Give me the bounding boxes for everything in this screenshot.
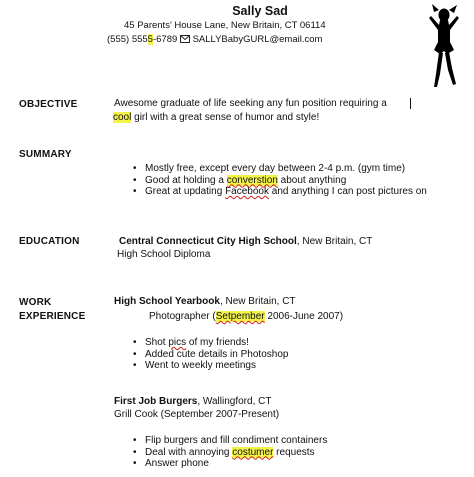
- highlight-word: converstion: [226, 174, 278, 186]
- job2-title: Grill Cook (September 2007-Present): [114, 409, 280, 420]
- list-item: • Deal with annoying costumer requests: [133, 447, 327, 459]
- list-item: • Answer phone: [133, 458, 327, 470]
- job1-list: [133, 337, 288, 372]
- address: 45 Parents' House Lane, New Britain, CT 06114: [124, 20, 326, 31]
- highlight-word: Setpember: [215, 311, 265, 322]
- school-location: , New Britain, CT: [296, 236, 373, 247]
- text-cursor: [410, 98, 411, 109]
- objective-heading: OBJECTIVE: [19, 99, 78, 110]
- envelope-icon: [180, 35, 190, 46]
- work-heading-line-1: WORK: [19, 297, 52, 308]
- school-line: [119, 236, 372, 247]
- education-heading: EDUCATION: [19, 236, 80, 247]
- list-item: • Flip burgers and fill condiment containers: [133, 435, 327, 447]
- objective-line-2: [113, 112, 319, 123]
- job1-employer: High School Yearbook: [114, 296, 220, 307]
- diploma: High School Diploma: [117, 249, 211, 260]
- highlight-word: cool: [113, 112, 132, 123]
- phone-part: (555) 555: [107, 34, 148, 45]
- list-item: • Mostly free, except every day between 2-4 p.m. (gym time): [133, 163, 427, 175]
- list-item: • Added cute details in Photoshop: [133, 349, 288, 361]
- objective-text: girl with a great sense of humor and style!: [131, 112, 320, 123]
- list-item: • Went to weekly meetings: [133, 360, 288, 372]
- phone-highlight: 5: [147, 34, 153, 45]
- job2-employer: First Job Burgers: [114, 396, 198, 407]
- list-item: • Shot pics of my friends!: [133, 337, 288, 349]
- resume-name: Sally Sad: [232, 4, 288, 18]
- job2-employer-line: [114, 396, 271, 407]
- list-item: • Good at holding a converstion about anything: [133, 175, 427, 187]
- job2-location: , Wallingford, CT: [197, 396, 272, 407]
- job1-title: Photographer (Setpember 2006-June 2007): [149, 311, 344, 322]
- job2-list: [133, 435, 327, 470]
- summary-heading: SUMMARY: [19, 149, 72, 160]
- summary-list: [133, 163, 427, 198]
- email: SALLYBabyGURL@email.com: [192, 34, 323, 45]
- school-name: Central Connecticut City High School: [119, 236, 297, 247]
- misspelled-word: pics: [168, 337, 187, 348]
- job1-employer-line: [114, 296, 296, 307]
- contact-line: [107, 34, 322, 46]
- job1-location: , New Britain, CT: [219, 296, 296, 307]
- dancing-woman-silhouette-icon: [426, 4, 462, 93]
- list-item: • Great at updating Facebook and anything I can post pictures on: [133, 186, 427, 198]
- highlight-word: costumer: [232, 446, 274, 458]
- objective-line-1: Awesome graduate of life seeking any fun position requiring a: [114, 98, 387, 109]
- work-heading-line-2: EXPERIENCE: [19, 311, 86, 322]
- phone-part-end: -6789: [152, 34, 178, 45]
- misspelled-word: Facebook: [225, 186, 269, 197]
